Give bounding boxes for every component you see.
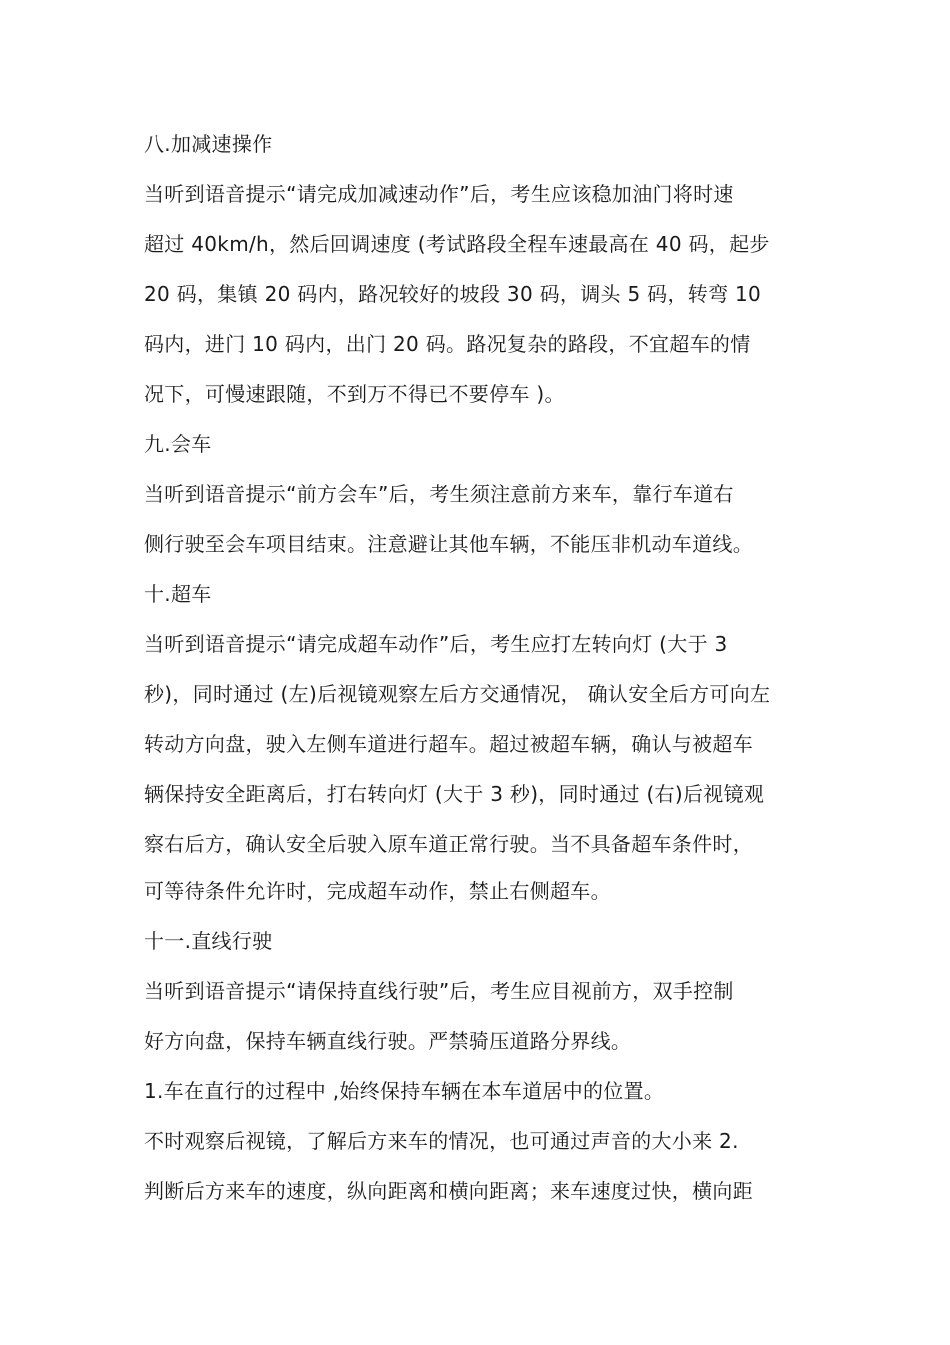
heading-straight-driving: 十一.直线行驶 [144,929,273,953]
paragraph-line: 判断后方来车的速度，纵向距离和横向距离；来车速度过快，横向距 [144,1179,753,1203]
paragraph-line: 秒)，同时通过 (左)后视镜观察左后方交通情况， 确认安全后方可向左 [144,682,771,706]
paragraph-line: 码内，进门 10 码内，出门 20 码。路况复杂的路段，不宜超车的情 [144,332,751,356]
paragraph-line: 超过 40km/h，然后回调速度 (考试路段全程车速最高在 40 码，起步 [144,232,770,256]
heading-meeting: 九.会车 [144,432,212,456]
paragraph-line: 可等待条件允许时，完成超车动作，禁止右侧超车。 [144,879,611,903]
heading-acceleration: 八.加减速操作 [144,132,273,156]
paragraph-line: 辆保持安全距离后，打右转向灯 (大于 3 秒)，同时通过 (右)后视镜观 [144,782,765,806]
paragraph-line: 好方向盘，保持车辆直线行驶。严禁骑压道路分界线。 [144,1029,632,1053]
paragraph-line: 当听到语音提示“前方会车”后，考生须注意前方来车，靠行车道右 [144,482,734,506]
paragraph-line: 不时观察后视镜，了解后方来车的情况，也可通过声音的大小来 2. [144,1129,739,1153]
heading-overtaking: 十.超车 [144,582,212,606]
paragraph-line: 转动方向盘，驶入左侧车道进行超车。超过被超车辆，确认与被超车 [144,732,753,756]
paragraph-line: 当听到语音提示“请保持直线行驶”后，考生应目视前方，双手控制 [144,979,734,1003]
paragraph-line: 当听到语音提示“请完成超车动作”后，考生应打左转向灯 (大于 3 [144,632,728,656]
paragraph-line: 当听到语音提示“请完成加减速动作”后，考生应该稳加油门将时速 [144,182,734,206]
paragraph-line: 察右后方，确认安全后驶入原车道正常行驶。当不具备超车条件时， [144,832,753,856]
paragraph-line: 况下，可慢速跟随，不到万不得已不要停车 )。 [144,382,565,406]
paragraph-line: 1.车在直行的过程中 ,始终保持车辆在本车道居中的位置。 [144,1079,665,1103]
paragraph-line: 20 码，集镇 20 码内，路况较好的坡段 30 码，调头 5 码，转弯 10 [144,282,762,306]
paragraph-line: 侧行驶至会车项目结束。注意避让其他车辆，不能压非机动车道线。 [144,532,753,556]
